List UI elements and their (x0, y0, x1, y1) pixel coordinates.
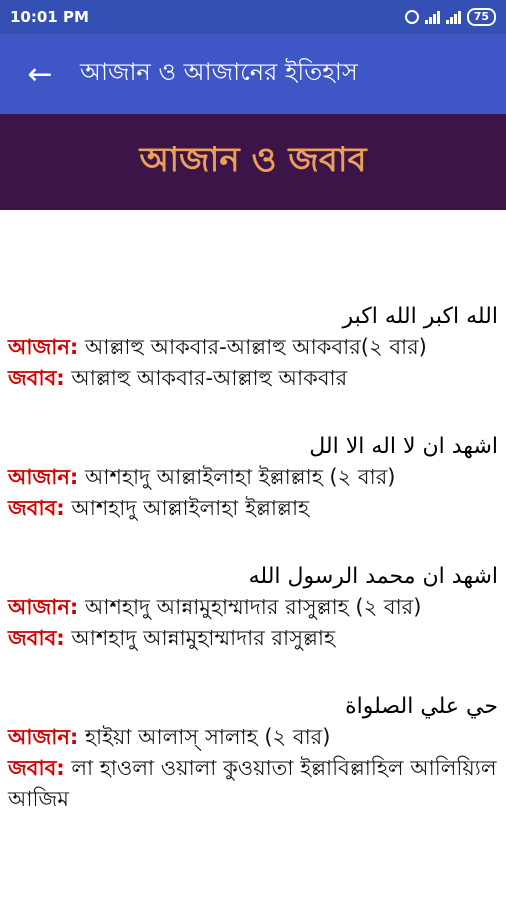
azan-label: আজান: (8, 725, 79, 749)
section-header (0, 114, 506, 210)
app-title: আজান ও আজানের ইতিহাস (80, 58, 358, 86)
azan-line (8, 332, 502, 363)
azan-line (8, 722, 502, 753)
reply-line (8, 493, 502, 524)
azan-block (8, 562, 502, 654)
azan-line (8, 592, 502, 623)
reply-text: লা হাওলা ওয়ালা কুওয়াতা ইল্লাবিল্লাহিল আলিয়্যিল আজিম (8, 756, 497, 811)
reply-label: জবাব: (8, 496, 65, 520)
reply-text: আল্লাহু আকবার-আল্লাহু আকবার (64, 366, 348, 390)
content (8, 302, 502, 853)
back-arrow-icon[interactable]: ← (27, 56, 53, 92)
reply-label: জবাব: (8, 756, 65, 780)
signal-icon-2 (446, 10, 461, 24)
arabic-text: الله اكبر الله اكبر (342, 304, 498, 329)
signal-icon (425, 10, 440, 24)
reply-line (8, 623, 502, 654)
azan-label: আজান: (8, 465, 79, 489)
azan-line (8, 462, 502, 493)
azan-block (8, 432, 502, 524)
reply-text: আশহাদু আন্নামুহাম্মাদার রাসুল্লাহ (64, 626, 336, 650)
battery-icon: 75 (467, 8, 496, 26)
azan-text: আল্লাহু আকবার-আল্লাহু আকবার(২ বার) (78, 335, 427, 359)
section-title: আজান ও জবাব (139, 139, 367, 180)
reply-label: জবাব: (8, 366, 65, 390)
azan-text: হাইয়া আলাস্ সালাহ (২ বার) (78, 725, 331, 749)
status-icons (405, 8, 496, 26)
azan-block (8, 692, 502, 815)
status-bar (0, 0, 506, 34)
azan-block (8, 302, 502, 394)
reply-text: আশহাদু আল্লাইলাহা ইল্লাল্লাহ (64, 496, 310, 520)
reply-line (8, 753, 502, 815)
azan-label: আজান: (8, 595, 79, 619)
azan-label: আজান: (8, 335, 79, 359)
reply-line (8, 363, 502, 394)
app-bar (0, 34, 506, 114)
azan-text: আশহাদু আন্নামুহাম্মাদার রাসুল্লাহ (২ বার) (78, 595, 422, 619)
azan-text: আশহাদু আল্লাইলাহা ইল্লাল্লাহ (২ বার) (78, 465, 396, 489)
status-time: 10:01 PM (10, 8, 89, 26)
alarm-icon (405, 10, 419, 24)
arabic-text: حي علي الصلواة (345, 694, 498, 719)
arabic-text: اشهد ان لا اله الا الل (309, 434, 498, 459)
reply-label: জবাব: (8, 626, 65, 650)
arabic-text: اشهد ان محمد الرسول الله (248, 564, 498, 589)
